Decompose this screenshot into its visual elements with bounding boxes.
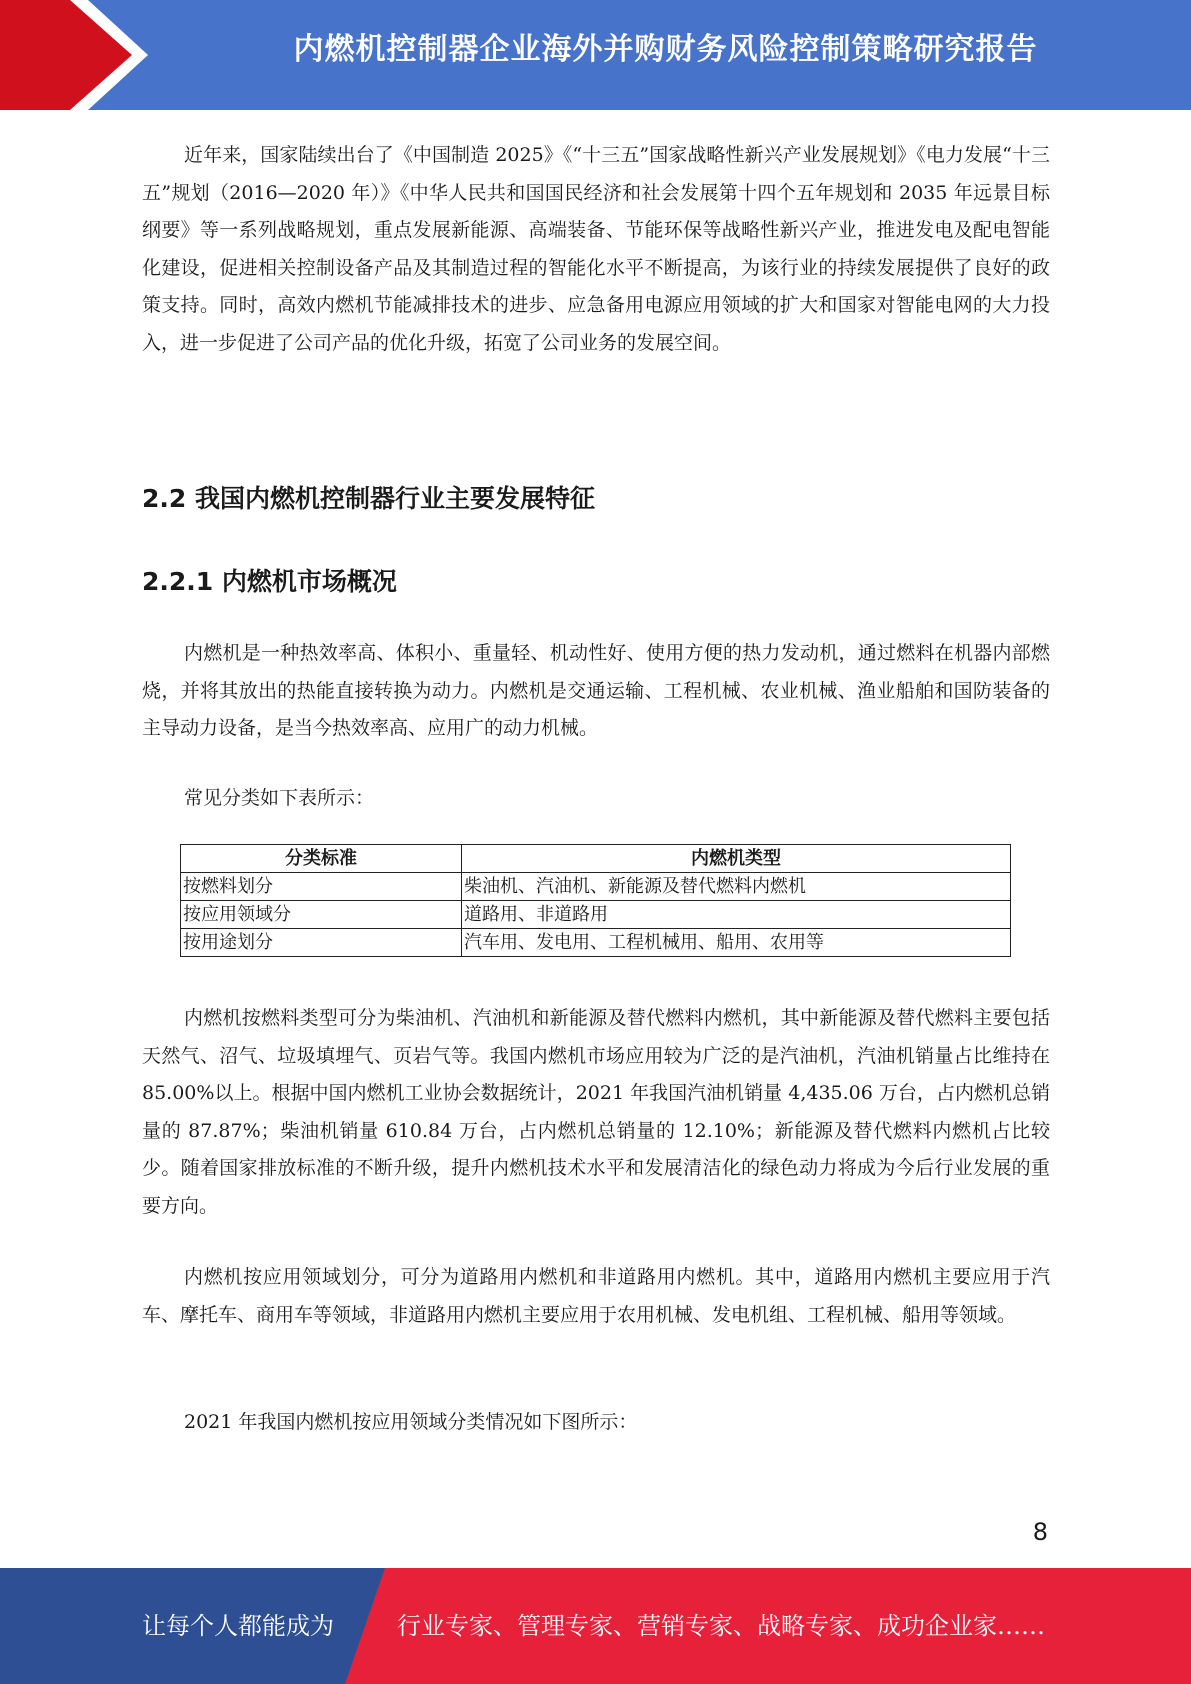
table-cell: 汽车用、发电用、工程机械用、船用、农用等 — [462, 929, 1011, 957]
table-header-cell: 分类标准 — [181, 845, 462, 873]
section-heading-2-2-1: 2.2.1 内燃机市场概况 — [142, 567, 397, 596]
intro-paragraph: 近年来，国家陆续出台了《中国制造 2025》《“十三五”国家战略性新兴产业发展规划》《电力发展“十三五”规划（2016—2020 年）》《中华人民共和国国民经济和社会发展第十四个五年规划和 2035 年远景目标纲要》等一系列战略规划，重点发展新能源、高端装备、节能环保等战略性新兴产业，推进发电及配电智能化建设，促进相关控制设备产品及其制造过程的智能化水平不断提高，为该行业的持续发展提供了良好的政策支持。同时，高效内燃机节能减排技术的进步、应急备用电源应用领域的扩大和国家对智能电网的大力投入，进一步促进了公司产品的优化升级，拓宽了公司业务的发展空间。 — [142, 144, 1050, 354]
figure-intro-text: 2021 年我国内燃机按应用领域分类情况如下图所示： — [184, 1411, 638, 1433]
table-cell: 道路用、非道路用 — [462, 901, 1011, 929]
header-arrow-decoration — [0, 0, 150, 110]
application-field-paragraph: 内燃机按应用领域划分，可分为道路用内燃机和非道路用内燃机。其中，道路用内燃机主要应用于汽车、摩托车、商用车等领域，非道路用内燃机主要应用于农用机械、发电机组、工程机械、船用等领域。 — [142, 1266, 1050, 1326]
fuel-type-paragraph: 内燃机按燃料类型可分为柴油机、汽油机和新能源及替代燃料内燃机，其中新能源及替代燃料主要包括天然气、沼气、垃圾填埋气、页岩气等。我国内燃机市场应用较为广泛的是汽油机，汽油机销量占比维持在 85.00%以上。根据中国内燃机工业协会数据统计，2021 年我国汽油机销量 4,435.06 万台，占内燃机总销量的 87.87%；柴油机销量 610.84 万台，占内燃机总销量的 12.10%；新能源及替代燃料内燃机占比较少。随着国家排放标准的不断升级，提升内燃机技术水平和发展清洁化的绿色动力将成为今后行业发展的重要方向。 — [142, 1007, 1050, 1217]
page-footer — [0, 1568, 1191, 1684]
table-cell: 柴油机、汽油机、新能源及替代燃料内燃机 — [462, 873, 1011, 901]
table-cell: 按应用领域分 — [181, 901, 462, 929]
table-cell: 按燃料划分 — [181, 873, 462, 901]
page-header — [0, 0, 1191, 110]
table-header-row — [181, 845, 1011, 873]
table-cell: 按用途划分 — [181, 929, 462, 957]
footer-slogan-left: 让每个人都能成为 — [142, 1612, 334, 1640]
engine-definition-paragraph: 内燃机是一种热效率高、体积小、重量轻、机动性好、使用方便的热力发动机，通过燃料在机器内部燃烧，并将其放出的热能直接转换为动力。内燃机是交通运输、工程机械、农业机械、渔业船舶和国防装备的主导动力设备，是当今热效率高、应用广的动力机械。 — [142, 642, 1050, 739]
table-header-cell: 内燃机类型 — [462, 845, 1011, 873]
report-title: 内燃机控制器企业海外并购财务风险控制策略研究报告 — [293, 32, 1038, 67]
table-row — [181, 901, 1011, 929]
section-heading-2-2: 2.2 我国内燃机控制器行业主要发展特征 — [142, 484, 595, 513]
footer-slogan-right: 行业专家、管理专家、营销专家、战略专家、成功企业家…… — [397, 1612, 1045, 1640]
table-row — [181, 873, 1011, 901]
classification-table — [180, 844, 1011, 957]
table-intro-text: 常见分类如下表所示： — [184, 787, 375, 809]
page-number: 8 — [1032, 1518, 1048, 1546]
table-row — [181, 929, 1011, 957]
